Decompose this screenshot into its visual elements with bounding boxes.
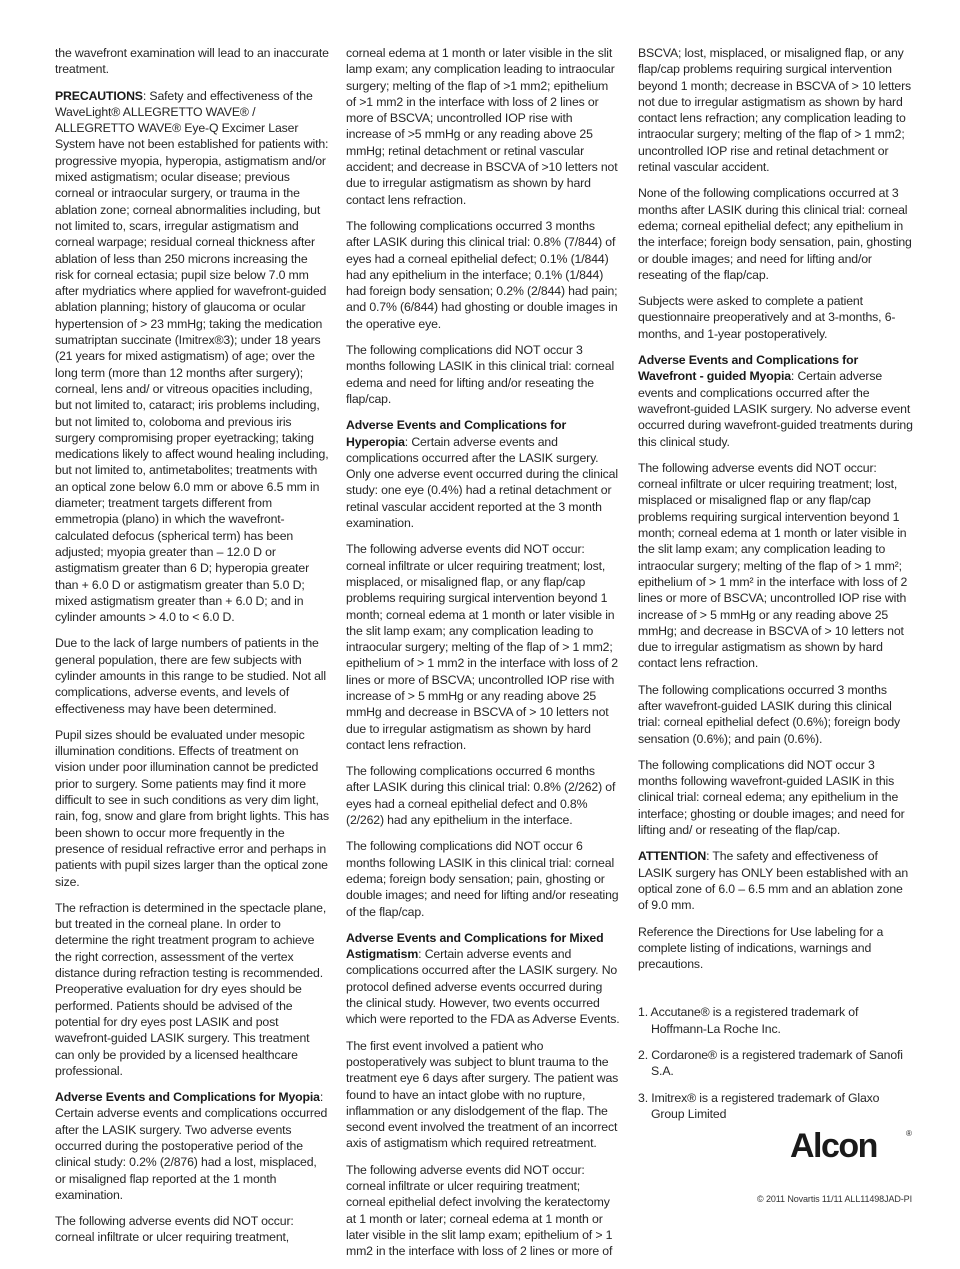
paragraph [346, 541, 620, 753]
paragraph-text: : Certain adverse events and complications occurred after the LASIK surgery. Two adverse events occurred during the postoperative period of the clinical study: 0.2% (2/876) had a lost, misplaced, or misaligned flap reported at the 1 month examination. [55, 1090, 328, 1202]
paragraph [346, 1038, 620, 1152]
text-column-3 [638, 45, 913, 1132]
paragraph-text: Reference the Directions for Use labeling for a complete listing of indications, warnings and precautions. [638, 924, 884, 972]
paragraph [346, 763, 620, 828]
paragraph-text: The following complications did NOT occur 3 months following LASIK in this clinical trial: corneal edema and need for lifting and/or reseating the flap/cap. [346, 343, 615, 406]
paragraph [346, 342, 620, 407]
section-heading: Adverse Events and Complications for Wavefront - guided Myopia [638, 353, 859, 384]
footnotes-list [638, 1004, 913, 1122]
paragraph-text: The refraction is determined in the spectacle plane, but treated in the corneal plane. In order to determine the right treatment program to achieve the right correction, assessment of the vertex distance during refraction testing is recommended. Preoperative evaluation for dry eyes should be performed. Patients should be advised of the potential for dry eyes post LASIK and post wavefront-guided LASIK surgery. This treatment can only be provided by a licensed healthcare professional. [55, 900, 327, 1078]
footnote-item: 3. Imitrex® is a registered trademark of Glaxo Group Limited [638, 1090, 880, 1121]
paragraph [346, 838, 620, 919]
paragraph-text: Due to the lack of large numbers of patients in the general population, there are few subjects with cylinder amounts in this range to be studied. Not all complications, adverse events, and levels of effectiveness may have been determined. [55, 636, 326, 716]
paragraph-text: The following complications occurred 3 months after wavefront-guided LASIK during this clinical trial: corneal epithelial defect (0.6%); foreign body sensation (0.6%); and pain (0.6%). [638, 682, 901, 746]
paragraph-text: corneal edema at 1 month or later visible in the slit lamp exam; any complication leading to intraocular surgery; melting of the flap of >1 mm2; epithelium of >1 mm2 in the interface with loss of 2 lines or more of BSCVA; uncontrolled IOP rise with increase of >5 mmHg or any reading above 25 mmHg; retinal detachment or retinal vascular accident; and decrease in BSCVA of >10 letters not due to irregular astigmatism as shown by hard contact lens refraction. [346, 46, 618, 207]
paragraph-text: The following complications did NOT occur 3 months following wavefront-guided LASIK in this clinical trial: corneal edema; any epithelium in the interface; ghosting or double images; and need for lifting and/ or reseating of the flap/cap. [638, 757, 905, 838]
paragraph-text: None of the following complications occurred at 3 months after LASIK during this clinical trial: corneal edema; corneal epithelial defect; any epithelium in the interface; foreign body sensation, pain, ghosting or double images; and need for lifting and/or reseating of the flap/cap. [638, 186, 912, 282]
paragraph [55, 900, 329, 1079]
logo-registered-mark: ® [906, 1129, 912, 1138]
paragraph-text: The following complications occurred 6 months after LASIK during this clinical trial: 0.8% (2/262) of eyes had a corneal epithelial defect and 0.8% (2/262) had any epithelium in the interface. [346, 764, 616, 828]
section-paragraph [55, 88, 329, 626]
paragraph-text: The first event involved a patient who postoperatively was subject to blunt trauma to the treatment eye 6 days after surgery. The patient was found to have an intact globe with no rupture, inflammation or any dislodgement of the flap. The second event involved the treatment of an incorrect axis of astigmatism which required retreatment. [346, 1038, 619, 1151]
paragraph-text: The following adverse events did NOT occur: corneal infiltrate or ulcer requiring treatment; lost, misplaced or misaligned flap or any flap/cap problems requiring surgical intervention beyond 1 month; corneal edema at 1 month or later visible in the slit lamp exam; any complication leading to intraocular surgery; melting of the flap of > 1 mm²; epithelium of > 1 mm² in the interface with loss of 2 lines or more of BSCVA; uncontrolled IOP rise with increase of > 5 mmHg or any reading above 25 mmHg; and decrease in BSCVA of > 10 letters not due to irregular astigmatism as shown by hard contact lens refraction. [638, 460, 908, 671]
paragraph [346, 45, 620, 208]
paragraph [55, 45, 329, 78]
paragraph [638, 924, 913, 973]
text-column-2 [346, 45, 620, 1269]
section-heading: Adverse Events and Complications for Myopia [55, 1090, 320, 1105]
paragraph [346, 218, 620, 332]
alcon-logo [790, 1128, 912, 1162]
paragraph-text: BSCVA; lost, misplaced, or misaligned flap, or any flap/cap problems requiring surgical intervention beyond 1 month; decrease in BSCVA of > 10 letters not due to irregular astigmatism as shown by hard contact lens refraction; any complication leading to intraocular surgery; melting of the flap of > 1 mm2; uncontrolled IOP rise and retinal detachment or retinal vascular accident. [638, 46, 912, 175]
paragraph-text: the wavefront examination will lead to an inaccurate treatment. [55, 46, 329, 77]
footnote-item: 2. Cordarone® is a registered trademark of Sanofi S.A. [638, 1048, 903, 1079]
paragraph [346, 1162, 620, 1260]
paragraph-text: : The safety and effectiveness of LASIK surgery has ONLY been established with an optical zone of 6.0 – 6.5 mm and an ablation zone of 9.0 mm. [638, 849, 909, 913]
section-paragraph [638, 848, 913, 913]
copyright-footer: © 2011 Novartis 11/11 ALL11498JAD-PI [757, 1194, 912, 1204]
paragraph [55, 635, 329, 716]
paragraph-text: : Certain adverse events and complications occurred after the LASIK surgery. Only one adverse event occurred during the clinical study: one eye (0.4%) had a retinal detachment or retinal vascular accident reported at the 3 month examination. [346, 434, 618, 531]
logo-wordmark: Alcon [790, 1128, 877, 1162]
paragraph-text: Pupil sizes should be evaluated under mesopic illumination conditions. Effects of treatment on vision under poor illumination cannot be predicted prior to surgery. Some patients may find it more difficult to see in such conditions as very dim light, rain, fog, snow and glare from bright lights. This has been shown to occur more frequently in the presence of residual refractive error and perhaps in patients with pupil sizes larger than the optical zone size. [55, 727, 329, 889]
section-heading: Adverse Events and Complications for Mixed Astigmatism [346, 930, 604, 962]
section-paragraph [638, 352, 913, 450]
paragraph-text: The following adverse events did NOT occur: corneal infiltrate or ulcer requiring treatment; corneal epithelial defect involving the keratectomy at 1 month or later; corneal edema at 1 month or later visible in the slit lamp exam; epithelium of > 1 mm2 in the interface with loss of 2 lines or more of [346, 1162, 613, 1259]
paragraph [638, 293, 913, 342]
paragraph-text: The following adverse events did NOT occur: corneal infiltrate or ulcer requiring treatment; lost, misplaced, or misaligned flap, or any flap/cap problems requiring surgical intervention beyond 1 month; corneal edema at 1 month or later visible in the slit lamp exam; any complication leading to intraocular surgery; melting of the flap of > 1 mm2; epithelium of > 1 mm2 in the interface with loss of 2 lines or more of BSCVA; uncontrolled IOP rise with increase of > 5 mmHg or any reading above 25 mmHg and decrease in BSCVA of > 10 letters not due to irregular astigmatism as shown by hard contact lens refraction. [346, 542, 618, 752]
paragraph-text: The following complications occurred 3 months after LASIK during this clinical trial: 0.8% (7/844) of eyes had a corneal epithelial defect; 0.1% (1/844) had any epithelium in the interface; 0.1% (1/844) had foreign body sensation; 0.2% (2/844) had pain; and 0.7% (6/844) had ghosting or double images in the operative eye. [346, 218, 618, 331]
paragraph-text: The following adverse events did NOT occur: corneal infiltrate or ulcer requiring treatment, [55, 1214, 294, 1245]
footnote-item: 1. Accutane® is a registered trademark of Hoffmann-La Roche Inc. [638, 1005, 859, 1036]
section-paragraph [346, 930, 620, 1028]
section-paragraph [346, 417, 620, 531]
paragraph-text: : Certain adverse events and complications occurred after the LASIK surgery. No protocol defined adverse events occurred during the clinical study. However, two events occurred which were reported to the FDA as Adverse Events. [346, 947, 620, 1027]
section-heading: PRECAUTIONS [55, 88, 143, 103]
section-heading: ATTENTION [638, 849, 707, 864]
paragraph-text: The following complications did NOT occur 6 months following LASIK in this clinical trial: corneal edema; foreign body sensation; pain, ghosting or double images; and need for lifting and/or reseating of the flap/cap. [346, 839, 619, 919]
paragraph [638, 45, 913, 175]
paragraph [638, 185, 913, 283]
paragraph-text: : Certain adverse events and complications occurred after the wavefront-guided LASIK surgery. No adverse event occurred during wavefront-guided treatments during this clinical study. [638, 369, 913, 449]
paragraph-text: Subjects were asked to complete a patient questionnaire preoperatively and at 3-months, 6-months, and 1-year postoperatively. [638, 294, 896, 341]
paragraph [55, 1213, 329, 1246]
section-paragraph [55, 1089, 329, 1203]
paragraph-text: : Safety and effectiveness of the WaveLight® ALLEGRETTO WAVE® / ALLEGRETTO WAVE® Eye-Q Excimer Laser System have not been established for patients with: progressive myopia, hyperopia, astigmatism and/or mixed astigmatism; ocular disease; previous corneal or intraocular surgery, or trauma in the ablation zone; corneal abnormalities including, but not limited to, scars, irregular astigmatism and corneal warpage; residual corneal thickness after ablation of less than 250 microns increasing the risk for corneal ectasia; pupil size below 7.0 mm after mydriatics where applied for wavefront-guided ablation planning; history of glaucoma or ocular hypertension of > 23 mmHg; taking the medication sumatriptan succinate (Imitrex®3); under 18 years (21 years for mixed astigmatism) of age; over the long term (more than 12 months after surgery); corneal, lens and/ or vitreous opacities including, but not limited to, cataract; iris problems including, but not limited to, coloboma and previous iris surgery compromising proper eyetracking; taking medications likely to affect wound healing including, but not limited to, antimetabolites; treatments with an optical zone below 6.0 mm or above 6.5 mm in diameter; treatment targets different from emmetropia (plano) in which the wavefront-calculated defocus (spherical term) has been adjusted; myopia greater than – 12.0 D or astigmatism greater than 6 D; hyperopia greater than + 6.0 D or astigmatism greater than 5.0 D; mixed astigmatism greater than + 6.0 D; and in cylinder amounts > 4.0 to < 6.0 D. [55, 88, 329, 625]
column-3-body [638, 45, 913, 972]
paragraph [638, 682, 913, 747]
section-heading: Adverse Events and Complications for Hyperopia [346, 418, 567, 449]
paragraph [55, 727, 329, 890]
paragraph [638, 460, 913, 672]
paragraph [638, 757, 913, 838]
text-column-1 [55, 45, 329, 1256]
